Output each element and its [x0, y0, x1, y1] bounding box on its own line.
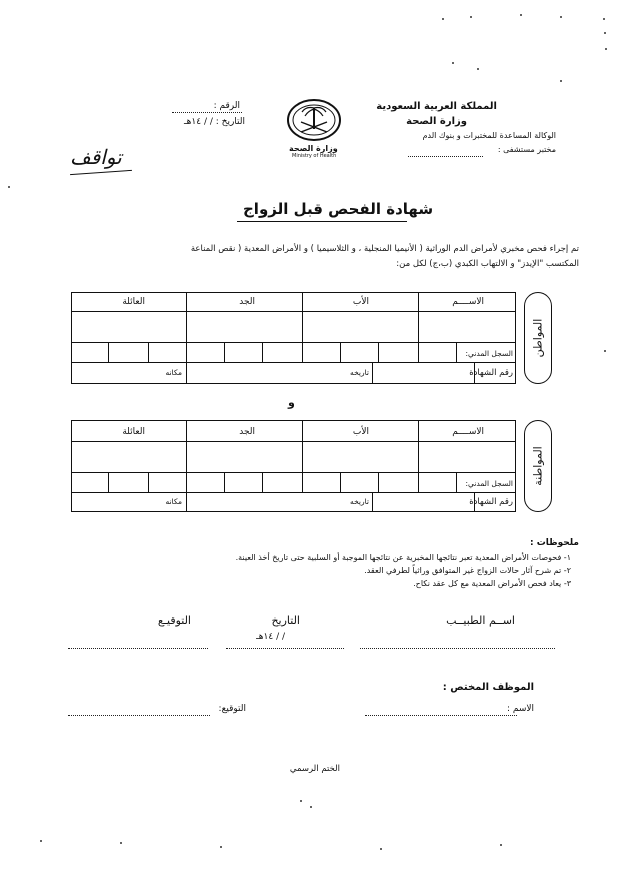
doctor-sign-label: التوقيـع	[157, 614, 191, 627]
note-item-1: ١- فحوصات الأمراض المعدية تعبر نتائجها المخبرية عن نتائجها الموجبة أو السلبية حتى تاريخ أخذ العينة.	[235, 553, 571, 562]
person1-col-family: العائلة	[122, 297, 145, 307]
person2-cert-no: رقم الشهادة	[469, 497, 513, 507]
date-label: التاريخ : / / ١٤هـ	[184, 117, 245, 127]
title-underline	[237, 221, 407, 222]
person2-civil-reg: السجل المدني:	[465, 479, 513, 488]
sign-date-field[interactable]	[226, 648, 344, 649]
person1-civil-reg: السجل المدني:	[465, 349, 513, 358]
connector-and: و	[288, 396, 295, 409]
intro-line-2: المكتسب "الإيدز" و الالتهاب الكبدي (ب،ج) لكل من:	[396, 259, 579, 269]
ref-no-field[interactable]	[172, 112, 242, 113]
person2-side-label: المواطنة	[531, 446, 545, 486]
note-item-3: ٣- يعاد فحص الأمراض المعدية مع كل عقد نكاح.	[413, 579, 571, 588]
employee-name-field[interactable]	[365, 715, 517, 716]
person2-col-family: العائلة	[122, 427, 145, 437]
lab-field[interactable]	[408, 156, 483, 157]
person2-cert-date: تاريخه	[350, 497, 369, 506]
person1-col-father: الأب	[352, 297, 369, 307]
logo-caption: وزارة الصحة	[289, 144, 338, 153]
person2-col-father: الأب	[352, 427, 369, 437]
intro-line-1: تم إجراء فحص مخبري لأمراض الدم الوراثية ( الأنيميا المنجلية ، و الثلاسيميا ) و الأمراض المعدية ( نقص المناعة	[190, 244, 579, 254]
doctor-sign-field[interactable]	[68, 648, 208, 649]
note-item-2: ٢- تم شرح آثار حالات الزواج غير المتوافق وراثياً لطرفي العقد.	[364, 566, 571, 575]
logo-caption-en: Ministry of Health	[292, 153, 337, 159]
employee-sign-field[interactable]	[68, 715, 210, 716]
lab-label: مختبر مستشفى :	[497, 145, 556, 154]
sign-date-value: / / ١٤هـ	[256, 632, 285, 642]
sign-date-label: التاريخ	[271, 614, 300, 627]
ministry-logo	[285, 96, 343, 144]
handwritten-underline	[70, 170, 132, 175]
person1-cert-date: تاريخه	[350, 368, 369, 377]
employee-name-label: الاسم :	[506, 704, 534, 714]
person1-col-name: الاســــم	[452, 297, 484, 307]
certificate-title: شهادة الفحص قبل الزواج	[243, 200, 434, 218]
person1-cert-place: مكانه	[165, 368, 182, 377]
person1-cert-no: رقم الشهادة	[469, 368, 513, 378]
person1-side-label: المواطن	[531, 318, 545, 358]
employee-heading: الموظف المختص :	[442, 682, 534, 693]
palm-swords-icon	[285, 96, 343, 144]
person2-col-name: الاســــم	[452, 427, 484, 437]
handwritten-note: تواقف	[70, 145, 122, 169]
official-stamp-label: الختم الرسمي	[289, 764, 340, 774]
kingdom-name: المملكة العربية السعودية	[376, 101, 497, 112]
doctor-name-field[interactable]	[360, 648, 555, 649]
person2-cert-place: مكانه	[165, 497, 182, 506]
doctor-name-label: اســم الطبيــب	[446, 614, 515, 627]
employee-sign-label: التوقيع:	[218, 704, 246, 714]
agency-name: الوكالة المساعدة للمختبرات و بنوك الدم	[422, 131, 556, 140]
person2-side-tab	[524, 420, 552, 512]
person2-col-grand: الجد	[239, 427, 255, 437]
person1-col-grand: الجد	[239, 297, 255, 307]
ministry-name: وزارة الصحة	[406, 116, 467, 127]
ref-no-label: الرقم :	[213, 101, 240, 111]
person1-side-tab	[524, 292, 552, 384]
notes-heading: ملحوظات :	[529, 538, 579, 548]
